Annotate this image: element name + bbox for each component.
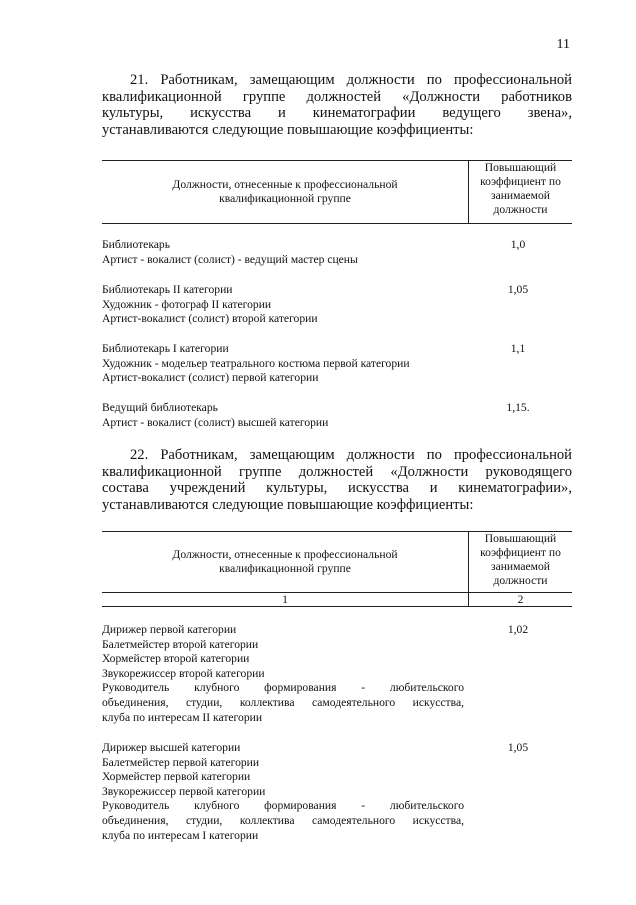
position-name: Руководитель клубного формирования - любительского	[102, 681, 464, 695]
position-name: Артист-вокалист (солист) второй категории	[102, 312, 318, 326]
table-row	[102, 283, 572, 327]
position-name: Звукорежиссер первой категории	[102, 784, 266, 798]
section-21-line: 21. Работникам, замещающим должности по профессиональной	[130, 72, 572, 88]
position-name: Художник - фотограф II категории	[102, 297, 272, 311]
table-2-column-numbers	[102, 593, 572, 607]
table-1-header-positions: Должности, отнесенные к профессиональной квалификационной группе	[102, 161, 469, 223]
position-name: Библиотекарь I категории	[102, 342, 229, 355]
table-1-header	[102, 160, 572, 224]
position-name: Хормейстер второй категории	[102, 652, 250, 666]
section-22-line: устанавливаются следующие повышающие коэффициенты:	[102, 496, 474, 513]
column-number-2: 2	[517, 593, 524, 606]
section-21-line: квалификационной группе должностей «Должности работников	[102, 88, 572, 105]
position-name: Библиотекарь II категории	[102, 283, 233, 296]
position-name: Звукорежиссер второй категории	[102, 666, 265, 680]
position-name: Хормейстер первой категории	[102, 770, 251, 784]
table-row	[102, 342, 572, 386]
position-name: Артист-вокалист (солист) первой категории	[102, 371, 319, 385]
position-name: Дирижер первой категории	[102, 623, 237, 636]
table-2-header	[102, 531, 572, 607]
section-21-paragraph	[102, 72, 572, 138]
table-2-header-positions: Должности, отнесенные к профессиональной квалификационной группе	[102, 532, 469, 592]
position-name: Дирижер высшей категории	[102, 741, 241, 754]
position-name: Артист - вокалист (солист) высшей категории	[102, 415, 329, 429]
coefficient-value: 1,02	[507, 623, 529, 636]
table-row	[102, 623, 572, 725]
table-row	[102, 401, 572, 430]
position-name: Балетмейстер первой категории	[102, 755, 260, 769]
section-21-line: культуры, искусства и кинематографии ведущего звена»,	[102, 105, 572, 122]
position-name: Артист - вокалист (солист) - ведущий мастер сцены	[102, 252, 358, 266]
section-22-line: состава учреждений культуры, искусства и кинематографии»,	[102, 480, 572, 497]
section-21-line: устанавливаются следующие повышающие коэффициенты:	[102, 121, 474, 138]
coefficient-value: 1,15.	[506, 401, 530, 414]
position-name: клуба по интересам II категории	[102, 710, 263, 724]
table-row	[102, 238, 572, 267]
table-2-header-coefficient: Повышающий коэффициент по занимаемой должности	[480, 532, 561, 587]
table-row	[102, 741, 572, 843]
section-22-line: 22. Работникам, замещающим должности по профессиональной	[130, 447, 572, 463]
section-22-paragraph	[102, 447, 572, 513]
coefficient-value: 1,1	[510, 342, 526, 355]
position-name: Художник - модельер театрального костюма первой категории	[102, 356, 410, 370]
position-name: Руководитель клубного формирования - любительского	[102, 799, 464, 813]
page-number: 11	[556, 37, 570, 52]
position-name: Ведущий библиотекарь	[102, 401, 218, 414]
table-1-header-coefficient: Повышающий коэффициент по занимаемой должности	[480, 161, 561, 216]
position-name: Библиотекарь	[102, 238, 171, 251]
column-number-1: 1	[102, 593, 469, 606]
section-22-line: квалификационной группе должностей «Должности руководящего	[102, 463, 572, 480]
position-name: объединения, студии, коллектива самодеятельного искусства,	[102, 695, 464, 709]
position-name: Балетмейстер второй категории	[102, 637, 259, 651]
coefficient-value: 1,05	[507, 741, 529, 754]
coefficient-value: 1,0	[510, 238, 526, 251]
coefficient-value: 1,05	[507, 283, 529, 296]
position-name: клуба по интересам I категории	[102, 828, 259, 842]
position-name: объединения, студии, коллектива самодеятельного искусства,	[102, 813, 464, 827]
